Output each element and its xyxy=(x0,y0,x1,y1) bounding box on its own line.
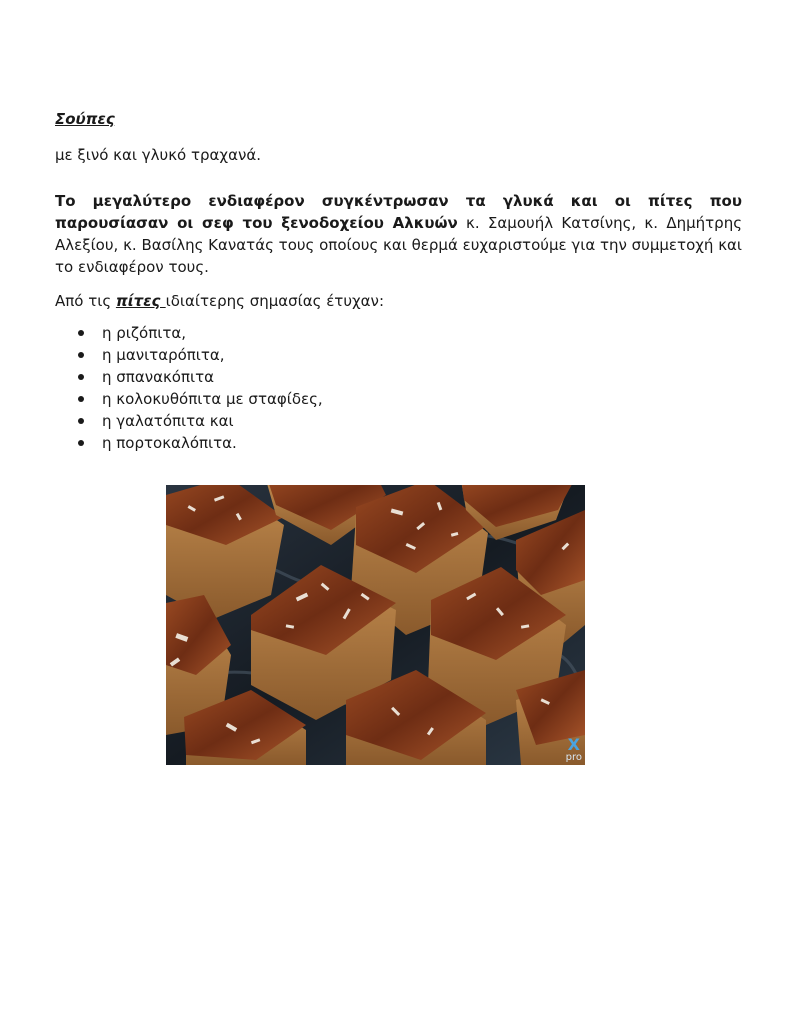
bullet-icon xyxy=(78,374,84,380)
bullet-icon xyxy=(78,352,84,358)
section-heading-soups: Σούπες xyxy=(55,110,115,128)
list-item-text: η γαλατόπιτα και xyxy=(102,412,234,430)
pies-lead-emph: πίτες xyxy=(115,292,166,310)
pies-lead-prefix: Από τις xyxy=(55,292,116,310)
pies-list xyxy=(55,322,742,454)
soup-description: με ξινό και γλυκό τραχανά. xyxy=(55,146,262,164)
list-item-text: η σπανακόπιτα xyxy=(102,368,215,386)
list-item-text: η ριζόπιτα, xyxy=(102,324,187,342)
dessert-photo-illustration xyxy=(166,485,585,765)
list-item-text: η κολοκυθόπιτα με σταφίδες, xyxy=(102,390,323,408)
list-item xyxy=(55,432,742,454)
list-item xyxy=(55,344,742,366)
thanks-paragraph xyxy=(55,190,742,278)
list-item-text: η μανιταρόπιτα, xyxy=(102,346,225,364)
list-item xyxy=(55,388,742,410)
thanks-paragraph-normal: κ. Σαμουήλ Κατσίνης, κ. Δημήτρης Αλεξίου, κ. Βασίλης Κανατάς τους οποίους και θερμά ευχαριστούμε για την συμμετοχή και το ενδιαφέρον τους. xyxy=(55,214,743,276)
bullet-icon xyxy=(78,330,84,336)
pies-lead xyxy=(55,290,742,312)
bullet-icon xyxy=(78,418,84,424)
watermark-logo: X xyxy=(567,735,580,754)
pies-lead-suffix: ιδιαίτερης σημασίας έτυχαν: xyxy=(165,292,384,310)
list-item xyxy=(55,410,742,432)
document-page xyxy=(55,108,742,454)
watermark-text: pro xyxy=(565,752,582,763)
list-item xyxy=(55,322,742,344)
photo-watermark xyxy=(566,737,582,763)
bullet-icon xyxy=(78,396,84,402)
thanks-paragraph-bold: Το μεγαλύτερο ενδιαφέρον συγκέντρωσαν τα γλυκά και οι πίτες που παρουσίασαν οι σεφ του ξενοδοχείου Αλκυών xyxy=(55,192,742,232)
bullet-icon xyxy=(78,440,84,446)
dessert-photo xyxy=(166,485,585,765)
list-item-text: η πορτοκαλόπιτα. xyxy=(102,434,237,452)
list-item xyxy=(55,366,742,388)
